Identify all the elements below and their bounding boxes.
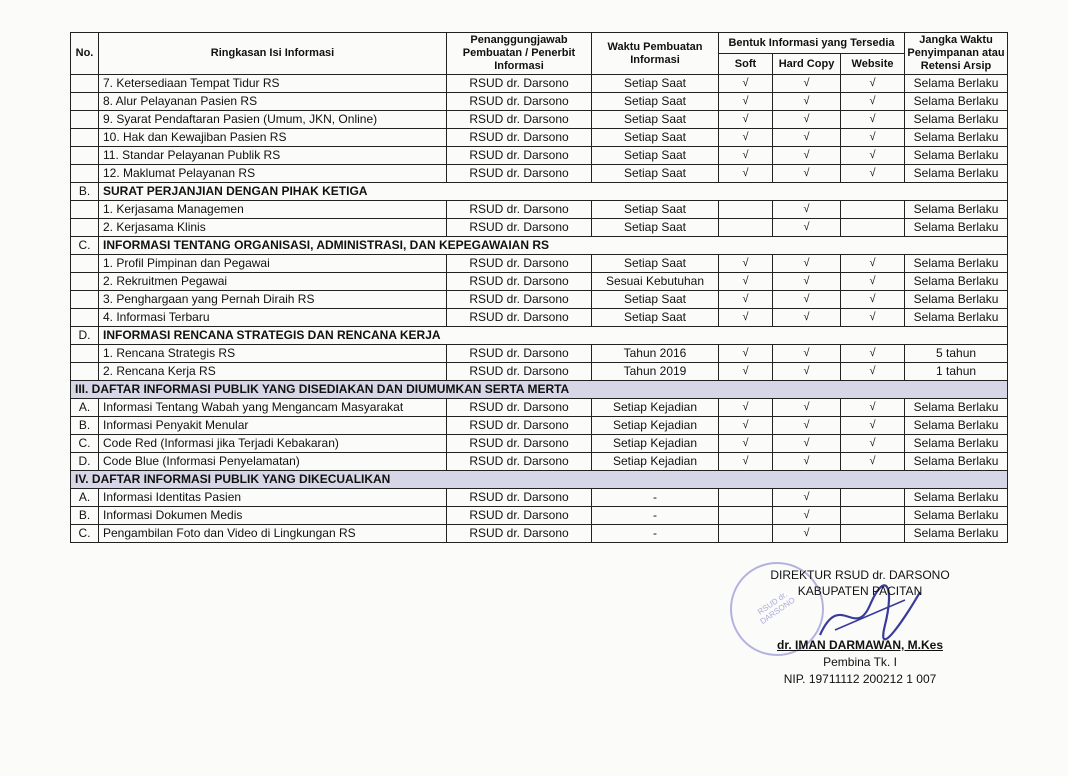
hardcopy-check: √ bbox=[773, 273, 841, 291]
info-summary: Pengambilan Foto dan Video di Lingkungan RS bbox=[99, 525, 447, 543]
soft-check: √ bbox=[719, 363, 773, 381]
row-number: B. bbox=[71, 417, 99, 435]
table-row bbox=[71, 93, 1008, 111]
soft-check: √ bbox=[719, 111, 773, 129]
website-check: √ bbox=[841, 399, 905, 417]
soft-check: √ bbox=[719, 93, 773, 111]
row-number bbox=[71, 345, 99, 363]
soft-check: √ bbox=[719, 165, 773, 183]
responsible-cell: RSUD dr. Darsono bbox=[447, 219, 592, 237]
time-cell: Setiap Saat bbox=[592, 291, 719, 309]
row-number bbox=[71, 93, 99, 111]
signatory-name: dr. IMAN DARMAWAN, M.Kes bbox=[776, 638, 943, 652]
info-summary: 11. Standar Pelayanan Publik RS bbox=[99, 147, 447, 165]
retention-cell: Selama Berlaku bbox=[905, 93, 1008, 111]
responsible-cell: RSUD dr. Darsono bbox=[447, 201, 592, 219]
hardcopy-check: √ bbox=[773, 75, 841, 93]
table-row bbox=[71, 381, 1008, 399]
hardcopy-check: √ bbox=[773, 111, 841, 129]
info-summary: 2. Rekruitmen Pegawai bbox=[99, 273, 447, 291]
soft-check: √ bbox=[719, 75, 773, 93]
soft-check bbox=[719, 489, 773, 507]
time-cell: Setiap Saat bbox=[592, 255, 719, 273]
responsible-cell: RSUD dr. Darsono bbox=[447, 147, 592, 165]
info-summary: 10. Hak dan Kewajiban Pasien RS bbox=[99, 129, 447, 147]
info-summary: Informasi Identitas Pasien bbox=[99, 489, 447, 507]
responsible-cell: RSUD dr. Darsono bbox=[447, 309, 592, 327]
header-no: No. bbox=[71, 33, 99, 75]
time-cell: Setiap Saat bbox=[592, 75, 719, 93]
soft-check: √ bbox=[719, 147, 773, 165]
responsible-cell: RSUD dr. Darsono bbox=[447, 291, 592, 309]
retention-cell: Selama Berlaku bbox=[905, 507, 1008, 525]
responsible-cell: RSUD dr. Darsono bbox=[447, 363, 592, 381]
table-row bbox=[71, 471, 1008, 489]
info-summary: 1. Rencana Strategis RS bbox=[99, 345, 447, 363]
row-number bbox=[71, 147, 99, 165]
retention-cell: Selama Berlaku bbox=[905, 525, 1008, 543]
website-check: √ bbox=[841, 453, 905, 471]
table-row bbox=[71, 201, 1008, 219]
table-row bbox=[71, 147, 1008, 165]
table-row bbox=[71, 363, 1008, 381]
retention-cell: Selama Berlaku bbox=[905, 273, 1008, 291]
row-number bbox=[71, 201, 99, 219]
responsible-cell: RSUD dr. Darsono bbox=[447, 417, 592, 435]
table-row bbox=[71, 237, 1008, 255]
hardcopy-check: √ bbox=[773, 525, 841, 543]
info-summary: 2. Kerjasama Klinis bbox=[99, 219, 447, 237]
hardcopy-check: √ bbox=[773, 165, 841, 183]
info-summary: 12. Maklumat Pelayanan RS bbox=[99, 165, 447, 183]
info-summary: 9. Syarat Pendaftaran Pasien (Umum, JKN, Online) bbox=[99, 111, 447, 129]
header-time: Waktu Pembuatan Informasi bbox=[592, 33, 719, 75]
website-check: √ bbox=[841, 273, 905, 291]
soft-check: √ bbox=[719, 453, 773, 471]
website-check bbox=[841, 219, 905, 237]
time-cell: Setiap Kejadian bbox=[592, 453, 719, 471]
retention-cell: Selama Berlaku bbox=[905, 417, 1008, 435]
table-row bbox=[71, 507, 1008, 525]
time-cell: Setiap Saat bbox=[592, 147, 719, 165]
website-check: √ bbox=[841, 363, 905, 381]
info-summary: Code Red (Informasi jika Terjadi Kebakaran) bbox=[99, 435, 447, 453]
info-summary: 3. Penghargaan yang Pernah Diraih RS bbox=[99, 291, 447, 309]
soft-check: √ bbox=[719, 273, 773, 291]
time-cell: - bbox=[592, 507, 719, 525]
soft-check: √ bbox=[719, 255, 773, 273]
signature-region: KABUPATEN PACITAN bbox=[797, 584, 923, 598]
signature-block bbox=[720, 560, 1020, 710]
hardcopy-check: √ bbox=[773, 507, 841, 525]
retention-cell: Selama Berlaku bbox=[905, 129, 1008, 147]
soft-check bbox=[719, 219, 773, 237]
table-row bbox=[71, 345, 1008, 363]
website-check: √ bbox=[841, 417, 905, 435]
row-number bbox=[71, 165, 99, 183]
main-section-heading: III. DAFTAR INFORMASI PUBLIK YANG DISEDIAKAN DAN DIUMUMKAN SERTA MERTA bbox=[71, 381, 1008, 399]
table-row bbox=[71, 219, 1008, 237]
row-number bbox=[71, 309, 99, 327]
hardcopy-check: √ bbox=[773, 93, 841, 111]
info-summary: Informasi Tentang Wabah yang Mengancam Masyarakat bbox=[99, 399, 447, 417]
time-cell: - bbox=[592, 489, 719, 507]
section-heading: INFORMASI TENTANG ORGANISASI, ADMINISTRASI, DAN KEPEGAWAIAN RS bbox=[99, 237, 1008, 255]
table-row bbox=[71, 75, 1008, 93]
table-row bbox=[71, 309, 1008, 327]
retention-cell: Selama Berlaku bbox=[905, 453, 1008, 471]
info-summary: 2. Rencana Kerja RS bbox=[99, 363, 447, 381]
info-summary: Informasi Penyakit Menular bbox=[99, 417, 447, 435]
hardcopy-check: √ bbox=[773, 219, 841, 237]
retention-cell: Selama Berlaku bbox=[905, 489, 1008, 507]
table-row bbox=[71, 525, 1008, 543]
row-number bbox=[71, 291, 99, 309]
retention-cell: Selama Berlaku bbox=[905, 399, 1008, 417]
hardcopy-check: √ bbox=[773, 363, 841, 381]
time-cell: Setiap Saat bbox=[592, 129, 719, 147]
website-check bbox=[841, 525, 905, 543]
hardcopy-check: √ bbox=[773, 417, 841, 435]
soft-check: √ bbox=[719, 435, 773, 453]
time-cell: Setiap Saat bbox=[592, 93, 719, 111]
info-summary: Code Blue (Informasi Penyelamatan) bbox=[99, 453, 447, 471]
main-section-heading: IV. DAFTAR INFORMASI PUBLIK YANG DIKECUALIKAN bbox=[71, 471, 1008, 489]
time-cell: Setiap Kejadian bbox=[592, 435, 719, 453]
responsible-cell: RSUD dr. Darsono bbox=[447, 435, 592, 453]
signature-title: DIREKTUR RSUD dr. DARSONO bbox=[770, 568, 950, 582]
website-check: √ bbox=[841, 165, 905, 183]
header-website: Website bbox=[841, 54, 905, 75]
hardcopy-check: √ bbox=[773, 255, 841, 273]
website-check bbox=[841, 201, 905, 219]
row-number: A. bbox=[71, 399, 99, 417]
header-summary: Ringkasan Isi Informasi bbox=[99, 33, 447, 75]
hardcopy-check: √ bbox=[773, 489, 841, 507]
responsible-cell: RSUD dr. Darsono bbox=[447, 255, 592, 273]
soft-check: √ bbox=[719, 291, 773, 309]
info-summary: 1. Kerjasama Managemen bbox=[99, 201, 447, 219]
header-forms: Bentuk Informasi yang Tersedia bbox=[719, 33, 905, 54]
info-summary: Informasi Dokumen Medis bbox=[99, 507, 447, 525]
table-row bbox=[71, 453, 1008, 471]
time-cell: Tahun 2019 bbox=[592, 363, 719, 381]
soft-check: √ bbox=[719, 309, 773, 327]
soft-check: √ bbox=[719, 417, 773, 435]
hardcopy-check: √ bbox=[773, 201, 841, 219]
time-cell: Setiap Saat bbox=[592, 165, 719, 183]
row-number: C. bbox=[71, 525, 99, 543]
retention-cell: Selama Berlaku bbox=[905, 201, 1008, 219]
table-row bbox=[71, 183, 1008, 201]
hardcopy-check: √ bbox=[773, 435, 841, 453]
website-check bbox=[841, 507, 905, 525]
row-number bbox=[71, 273, 99, 291]
table-row bbox=[71, 255, 1008, 273]
section-heading: INFORMASI RENCANA STRATEGIS DAN RENCANA KERJA bbox=[99, 327, 1008, 345]
stamp-text: RSUD dr. DARSONO bbox=[755, 589, 797, 626]
header-retention: Jangka Waktu Penyimpanan atau Retensi Arsip bbox=[905, 33, 1008, 75]
website-check: √ bbox=[841, 309, 905, 327]
responsible-cell: RSUD dr. Darsono bbox=[447, 129, 592, 147]
time-cell: Setiap Saat bbox=[592, 219, 719, 237]
retention-cell: Selama Berlaku bbox=[905, 435, 1008, 453]
header-hard: Hard Copy bbox=[773, 54, 841, 75]
responsible-cell: RSUD dr. Darsono bbox=[447, 525, 592, 543]
header-soft: Soft bbox=[719, 54, 773, 75]
row-number: B. bbox=[71, 183, 99, 201]
soft-check bbox=[719, 201, 773, 219]
website-check: √ bbox=[841, 345, 905, 363]
time-cell: Sesuai Kebutuhan bbox=[592, 273, 719, 291]
table-row bbox=[71, 327, 1008, 345]
table-row bbox=[71, 435, 1008, 453]
info-summary: 8. Alur Pelayanan Pasien RS bbox=[99, 93, 447, 111]
info-summary: 4. Informasi Terbaru bbox=[99, 309, 447, 327]
hardcopy-check: √ bbox=[773, 291, 841, 309]
responsible-cell: RSUD dr. Darsono bbox=[447, 273, 592, 291]
info-summary: 7. Ketersediaan Tempat Tidur RS bbox=[99, 75, 447, 93]
row-number: B. bbox=[71, 507, 99, 525]
responsible-cell: RSUD dr. Darsono bbox=[447, 399, 592, 417]
retention-cell: Selama Berlaku bbox=[905, 291, 1008, 309]
header-responsible: Penanggungjawab Pembuatan / Penerbit Informasi bbox=[447, 33, 592, 75]
time-cell: - bbox=[592, 525, 719, 543]
website-check: √ bbox=[841, 93, 905, 111]
soft-check bbox=[719, 507, 773, 525]
row-number bbox=[71, 129, 99, 147]
responsible-cell: RSUD dr. Darsono bbox=[447, 111, 592, 129]
row-number: C. bbox=[71, 435, 99, 453]
website-check: √ bbox=[841, 255, 905, 273]
table-row bbox=[71, 273, 1008, 291]
website-check: √ bbox=[841, 147, 905, 165]
hardcopy-check: √ bbox=[773, 399, 841, 417]
responsible-cell: RSUD dr. Darsono bbox=[447, 165, 592, 183]
row-number bbox=[71, 363, 99, 381]
retention-cell: Selama Berlaku bbox=[905, 165, 1008, 183]
row-number bbox=[71, 219, 99, 237]
website-check: √ bbox=[841, 435, 905, 453]
table-row bbox=[71, 129, 1008, 147]
row-number: C. bbox=[71, 237, 99, 255]
website-check bbox=[841, 489, 905, 507]
row-number: D. bbox=[71, 327, 99, 345]
table-row bbox=[71, 291, 1008, 309]
table-row bbox=[71, 489, 1008, 507]
retention-cell: 1 tahun bbox=[905, 363, 1008, 381]
retention-cell: Selama Berlaku bbox=[905, 309, 1008, 327]
row-number bbox=[71, 255, 99, 273]
info-table bbox=[70, 32, 1008, 543]
hardcopy-check: √ bbox=[773, 453, 841, 471]
soft-check: √ bbox=[719, 129, 773, 147]
website-check: √ bbox=[841, 111, 905, 129]
signatory-rank: Pembina Tk. I bbox=[823, 655, 897, 669]
time-cell: Tahun 2016 bbox=[592, 345, 719, 363]
retention-cell: Selama Berlaku bbox=[905, 255, 1008, 273]
hardcopy-check: √ bbox=[773, 309, 841, 327]
soft-check: √ bbox=[719, 399, 773, 417]
soft-check bbox=[719, 525, 773, 543]
time-cell: Setiap Saat bbox=[592, 111, 719, 129]
responsible-cell: RSUD dr. Darsono bbox=[447, 93, 592, 111]
retention-cell: Selama Berlaku bbox=[905, 219, 1008, 237]
website-check: √ bbox=[841, 129, 905, 147]
table-row bbox=[71, 165, 1008, 183]
website-check: √ bbox=[841, 75, 905, 93]
retention-cell: Selama Berlaku bbox=[905, 75, 1008, 93]
table-row bbox=[71, 399, 1008, 417]
info-summary: 1. Profil Pimpinan dan Pegawai bbox=[99, 255, 447, 273]
responsible-cell: RSUD dr. Darsono bbox=[447, 75, 592, 93]
responsible-cell: RSUD dr. Darsono bbox=[447, 345, 592, 363]
row-number: D. bbox=[71, 453, 99, 471]
time-cell: Setiap Saat bbox=[592, 201, 719, 219]
hardcopy-check: √ bbox=[773, 345, 841, 363]
responsible-cell: RSUD dr. Darsono bbox=[447, 507, 592, 525]
table-row bbox=[71, 417, 1008, 435]
row-number bbox=[71, 111, 99, 129]
signatory-nip: NIP. 19711112 200212 1 007 bbox=[783, 672, 937, 686]
row-number bbox=[71, 75, 99, 93]
retention-cell: Selama Berlaku bbox=[905, 111, 1008, 129]
time-cell: Setiap Saat bbox=[592, 309, 719, 327]
time-cell: Setiap Kejadian bbox=[592, 417, 719, 435]
responsible-cell: RSUD dr. Darsono bbox=[447, 489, 592, 507]
responsible-cell: RSUD dr. Darsono bbox=[447, 453, 592, 471]
section-heading: SURAT PERJANJIAN DENGAN PIHAK KETIGA bbox=[99, 183, 1008, 201]
website-check: √ bbox=[841, 291, 905, 309]
row-number: A. bbox=[71, 489, 99, 507]
table-row bbox=[71, 111, 1008, 129]
retention-cell: 5 tahun bbox=[905, 345, 1008, 363]
retention-cell: Selama Berlaku bbox=[905, 147, 1008, 165]
hardcopy-check: √ bbox=[773, 129, 841, 147]
time-cell: Setiap Kejadian bbox=[592, 399, 719, 417]
soft-check: √ bbox=[719, 345, 773, 363]
hardcopy-check: √ bbox=[773, 147, 841, 165]
